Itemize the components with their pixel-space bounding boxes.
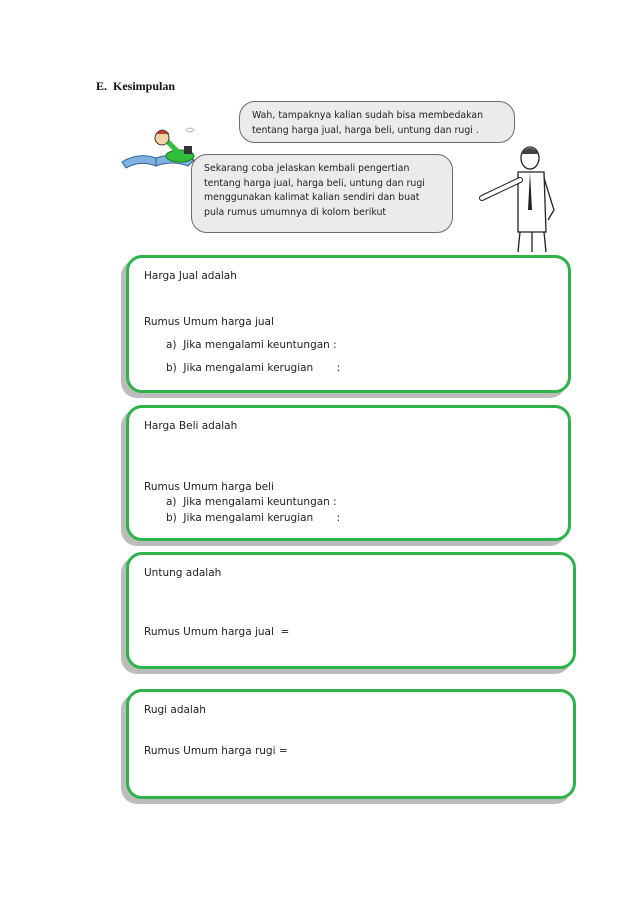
box-formula: Rumus Umum harga beli xyxy=(144,481,274,493)
harga-jual-box xyxy=(126,255,571,393)
box-formula: Rumus Umum harga jual = xyxy=(144,626,290,638)
student-reading-icon xyxy=(118,122,198,172)
teacher-pointing-icon xyxy=(474,140,564,252)
box-title: Untung adalah xyxy=(144,567,222,579)
box-item-b: b) Jika mengalami kerugian : xyxy=(166,512,341,524)
box-title: Harga Beli adalah xyxy=(144,420,238,432)
box-formula: Rumus Umum harga jual xyxy=(144,316,274,328)
section-heading: E. Kesimpulan xyxy=(96,79,176,93)
box-item-a: a) Jika mengalami keuntungan : xyxy=(166,496,337,508)
box-formula: Rumus Umum harga rugi = xyxy=(144,745,288,757)
box-title: Rugi adalah xyxy=(144,704,206,716)
harga-beli-box xyxy=(126,405,571,541)
box-item-a: a) Jika mengalami keuntungan : xyxy=(166,339,337,351)
box-item-b: b) Jika mengalami kerugian : xyxy=(166,362,341,374)
box-title: Harga Jual adalah xyxy=(144,270,237,282)
rugi-box xyxy=(126,689,576,799)
speech-bubble-1: Wah, tampaknya kalian sudah bisa membedakan tentang harga jual, harga beli, untung dan rugi . xyxy=(239,101,515,143)
speech-bubble-2: Sekarang coba jelaskan kembali pengertian tentang harga jual, harga beli, untung dan rugi menggunakan kalimat kalian sendiri dan buat pula rumus umumnya di kolom berikut xyxy=(191,154,453,233)
untung-box xyxy=(126,552,576,669)
